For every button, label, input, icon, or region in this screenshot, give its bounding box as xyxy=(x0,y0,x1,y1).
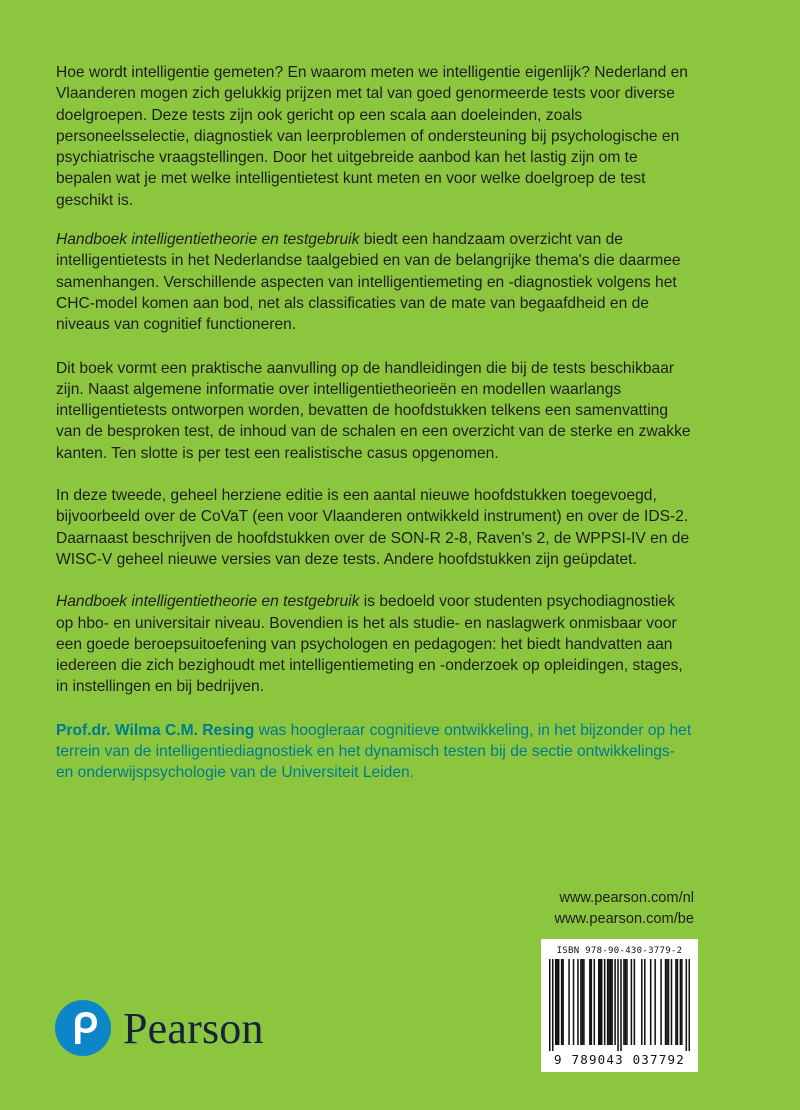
url-nl[interactable]: www.pearson.com/nl xyxy=(559,890,694,906)
intro-paragraph: Hoe wordt intelligentie gemeten? En waarom meten we intelligentie eigenlijk? Nederland en Vlaanderen mogen zich gelukkig prijzen met tal van goed genormeerde tests voor diverse doelgroepen. Deze tests zijn ook gericht op een scala aan doeleinden, zoals personeelsselectie, diagnostiek van leerproblemen of ondersteuning bij psychologische en psychiatrische vraagstellingen. Door het uitgebreide aanbod kan het lastig zijn om te bepalen wat je met welke intelligentietest kunt meten en voor welke doelgroep de test geschikt is. xyxy=(56,64,688,209)
barcode-bar xyxy=(666,959,668,1045)
back-cover-text xyxy=(56,62,696,805)
barcode-bar xyxy=(604,959,606,1045)
barcode-bar xyxy=(665,959,667,1045)
pearson-wordmark: Pearson xyxy=(123,1003,264,1053)
barcode-bar xyxy=(589,959,591,1045)
pearson-logo xyxy=(55,1000,264,1056)
barcode-bar xyxy=(601,959,603,1045)
barcode-bar xyxy=(594,959,596,1045)
barcode-bar xyxy=(610,959,612,1045)
overview-paragraph-text: biedt een handzaam overzicht van de intelligentietests in het Nederlandse taalgebied en van de belangrijke thema's die daarmee samenhangen. Verschillende aspecten van intelligentiemeting en -diagnostiek volgens het CHC-model komen aan bod, net als classificaties van de mate van begaafdheid en de niveaus van cognitief functioneren. xyxy=(56,231,681,334)
book-title-italic: Handboek intelligentietheorie en testgebruik xyxy=(56,231,360,249)
author-bio xyxy=(56,720,696,784)
barcode-bar xyxy=(623,959,625,1045)
barcode-bar xyxy=(555,959,557,1045)
barcode-bars xyxy=(549,959,690,1051)
barcode-bar xyxy=(591,959,593,1045)
barcode-bar xyxy=(660,959,662,1045)
barcode-bar xyxy=(689,959,690,1051)
barcode-bar xyxy=(680,959,682,1045)
barcode-bar xyxy=(686,959,688,1051)
barcode-bar xyxy=(614,959,616,1045)
barcode-bar xyxy=(583,959,585,1045)
overview-paragraph xyxy=(56,229,696,335)
barcode-bar xyxy=(611,959,613,1045)
barcode-bar xyxy=(556,959,558,1045)
barcode-bar xyxy=(668,959,670,1045)
barcode-bar xyxy=(599,959,601,1045)
barcode-bar xyxy=(675,959,677,1045)
barcode-bar xyxy=(558,959,560,1045)
edition-paragraph: In deze tweede, geheel herziene editie is een aantal nieuwe hoofdstukken toegevoegd, bijvoorbeeld over de CoVaT (een voor Vlaanderen ontwikkeld instrument) en over de IDS-2. Daarnaast beschrijven de hoofdstukken over de SON-R 2-8, Raven's 2, de WPPSI-IV en de WISC-V geheel nieuwe versies van deze tests. Andere hoofdstukken zijn geüpdatet. xyxy=(56,487,690,568)
barcode-bar xyxy=(608,959,610,1045)
barcode-digits: 9 789043 037792 xyxy=(554,1052,685,1067)
barcode-bar xyxy=(620,959,622,1051)
barcode-bar xyxy=(568,959,570,1045)
barcode-bar xyxy=(549,959,551,1051)
pearson-p-icon xyxy=(55,1000,111,1056)
barcode-bar xyxy=(634,959,636,1045)
author-bio-text: was hoogleraar cognitieve ontwikkeling, in het bijzonder op het terrein van de intelligentiediagnostiek en het dynamisch testen bij de sectie ontwikkelings- en onderwijspsychologie van de Universiteit Leiden. xyxy=(56,721,692,782)
barcode-bar xyxy=(617,959,619,1051)
barcode-bar xyxy=(641,959,643,1045)
isbn-barcode xyxy=(541,939,698,1072)
barcode-bar xyxy=(677,959,679,1045)
barcode-bar xyxy=(552,959,554,1051)
audience-paragraph-text: is bedoeld voor studenten psychodiagnostiek op hbo- en universitair niveau. Bovendien is het als studie- en naslagwerk onmisbaar voor een goede beroepsuitoefening van psychologen en pedagogen: het biedt handvatten aan iedereen die zich bezighoudt met intelligentiemeting en -onderzoek op opleidingen, stages, in instellingen en bij bedrijven. xyxy=(56,593,683,696)
isbn-label: ISBN 978-90-430-3779-2 xyxy=(556,946,683,956)
barcode-bar xyxy=(631,959,633,1045)
barcode-bar xyxy=(577,959,579,1045)
barcode-bar xyxy=(625,959,627,1045)
barcode-bar xyxy=(607,959,609,1045)
barcode-bar xyxy=(582,959,584,1045)
barcode-bar xyxy=(626,959,628,1045)
barcode-bar xyxy=(598,959,600,1045)
barcode-bar xyxy=(681,959,683,1045)
barcode-bar xyxy=(573,959,575,1045)
audience-paragraph xyxy=(56,591,696,697)
barcode-bar xyxy=(654,959,656,1045)
barcode-bar xyxy=(580,959,582,1045)
barcode-bar xyxy=(650,959,652,1045)
book-title-italic-2: Handboek intelligentietheorie en testgebruik xyxy=(56,593,360,611)
barcode-bar xyxy=(562,959,564,1045)
barcode-bar xyxy=(561,959,563,1045)
publisher-urls xyxy=(554,888,694,930)
author-name: Prof.dr. Wilma C.M. Resing xyxy=(56,721,255,739)
url-be[interactable]: www.pearson.com/be xyxy=(554,911,694,927)
practical-paragraph: Dit boek vormt een praktische aanvulling op de handleidingen die bij de tests beschikbaar zijn. Naast algemene informatie over intelligentietheorieën en modellen waarlangs intelligentietests ontworpen worden, bevatten de hoofdstukken telkens een samenvatting van de besproken test, de inhoud van de schalen en een overzicht van de sterke en zwakke kanten. Ten slotte is per test een realistische casus opgenomen. xyxy=(56,359,691,462)
barcode-bar xyxy=(671,959,673,1045)
barcode-bar xyxy=(644,959,646,1045)
